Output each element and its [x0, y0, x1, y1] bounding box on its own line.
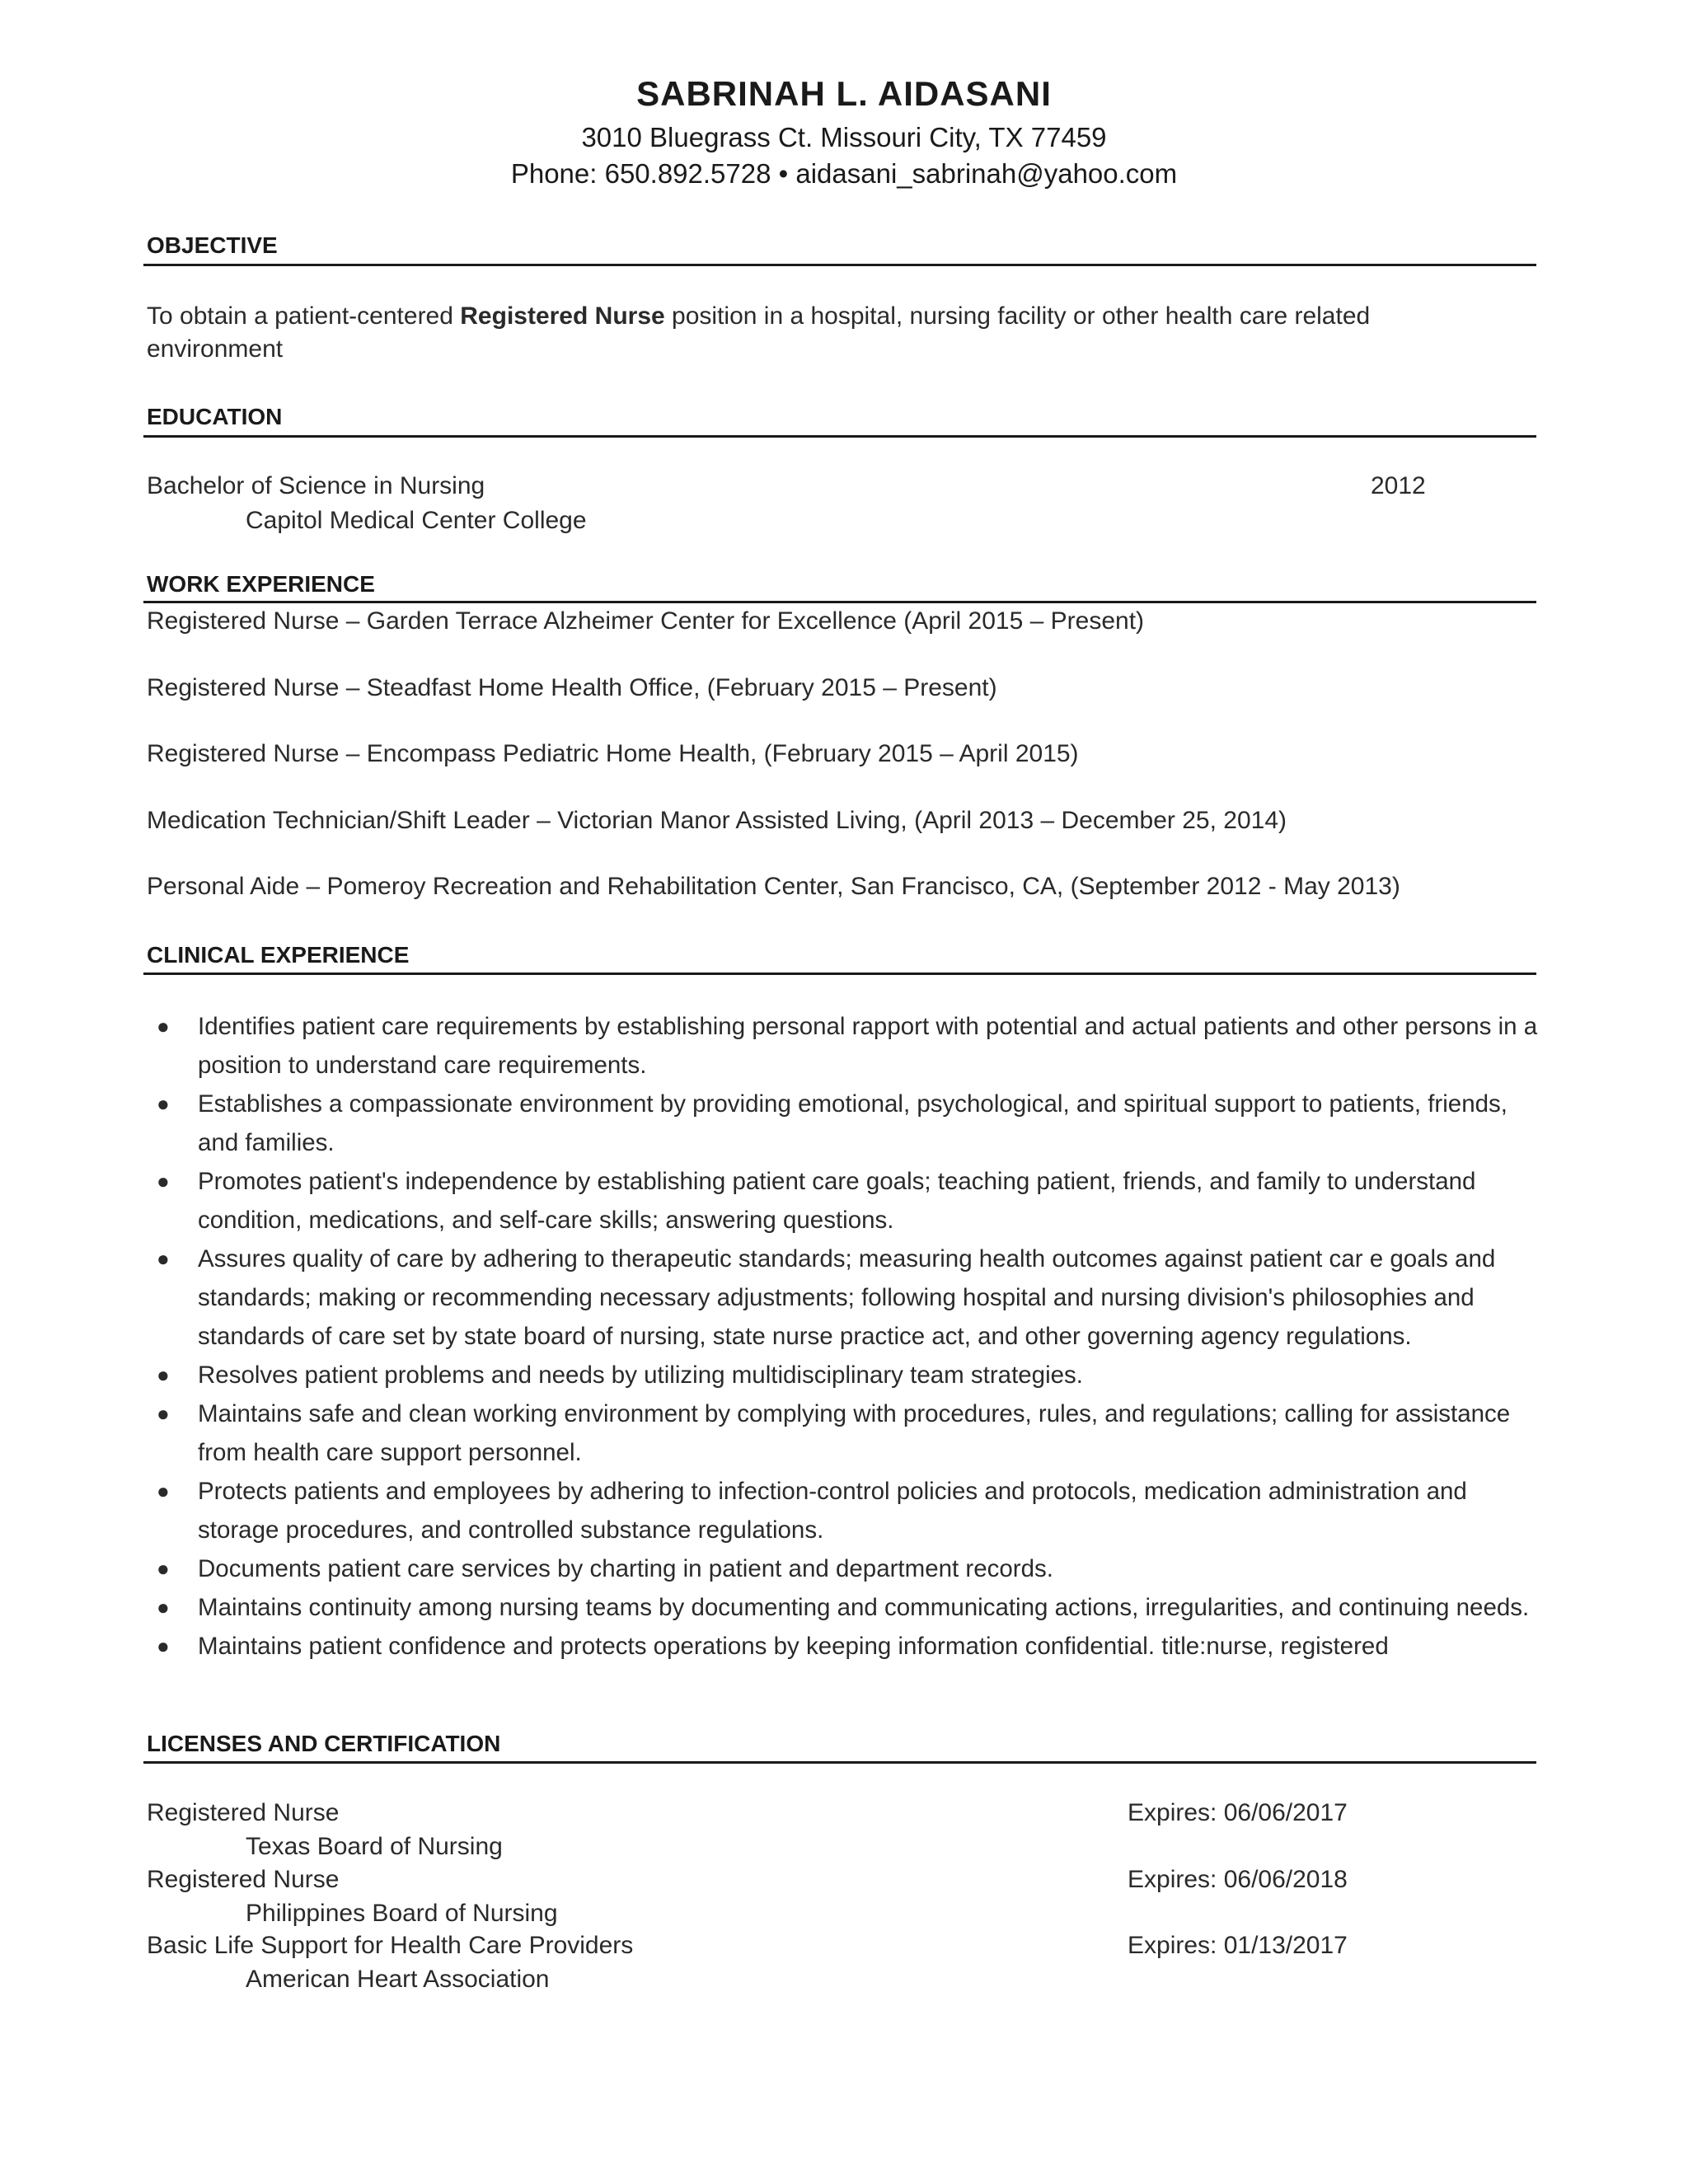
license-expiry: Expires: 01/13/2017 — [1128, 1932, 1348, 1959]
education-heading: EDUCATION — [147, 404, 283, 429]
education-year: 2012 — [1371, 472, 1426, 499]
bullet-text: Resolves patient problems and needs by utilizing multidisciplinary team strategies. — [198, 1361, 1083, 1389]
bullet-text: Maintains continuity among nursing teams by documenting and communicating actions, irregularities, and continuing needs. — [198, 1594, 1530, 1621]
list-item — [147, 1588, 1540, 1627]
list-item — [147, 1085, 1540, 1162]
objective-text-before: To obtain a patient-centered — [147, 302, 461, 330]
work-item: Registered Nurse – Garden Terrace Alzheimer Center for Excellence (April 2015 – Present) — [147, 607, 1145, 635]
contact-line: Phone: 650.892.5728 • aidasani_sabrinah@yahoo.com — [510, 158, 1178, 189]
bullet-text: Maintains safe and clean working environment by complying with procedures, rules, and regulations; calling for assistance from health care support personnel. — [198, 1400, 1511, 1466]
work-divider — [143, 601, 1536, 603]
bullet-icon: ● — [157, 1595, 170, 1619]
clinical-divider — [143, 972, 1536, 975]
bullet-text: Maintains patient confidence and protects operations by keeping information confidential. title:nurse, registered — [198, 1633, 1389, 1660]
bullet-text: Protects patients and employees by adhering to infection-control policies and protocols, medication administration and storage procedures, and controlled substance regulations. — [198, 1478, 1467, 1544]
bullet-text: Identifies patient care requirements by establishing personal rapport with potential and actual patients and other persons in a position to understand care requirements. — [198, 1013, 1538, 1079]
bullet-text: Establishes a compassionate environment by providing emotional, psychological, and spiritual support to patients, friends, and families. — [198, 1090, 1507, 1156]
bullet-icon: ● — [157, 1091, 170, 1116]
objective-text — [147, 302, 1370, 330]
list-item — [147, 1627, 1540, 1666]
bullet-icon: ● — [157, 1169, 170, 1193]
license-issuer: Philippines Board of Nursing — [246, 1900, 558, 1927]
objective-divider — [143, 264, 1536, 266]
license-name: Basic Life Support for Health Care Providers — [147, 1932, 634, 1959]
list-item — [147, 1394, 1540, 1472]
work-heading: WORK EXPERIENCE — [147, 571, 375, 597]
education-degree: Bachelor of Science in Nursing — [147, 472, 485, 499]
bullet-icon: ● — [157, 1479, 170, 1503]
bullet-icon: ● — [157, 1401, 170, 1426]
licenses-heading: LICENSES AND CERTIFICATION — [147, 1731, 501, 1756]
list-item — [147, 1007, 1540, 1085]
candidate-name: SABRINAH L. AIDASANI — [636, 74, 1052, 113]
work-item: Personal Aide – Pomeroy Recreation and Rehabilitation Center, San Francisco, CA, (September 2012 - May 2013) — [147, 873, 1400, 900]
bullet-text: Documents patient care services by charting in patient and department records. — [198, 1555, 1053, 1582]
license-expiry: Expires: 06/06/2017 — [1128, 1799, 1348, 1826]
objective-text-bold: Registered Nurse — [460, 302, 665, 330]
objective-text-after: position in a hospital, nursing facility or other health care related — [664, 302, 1371, 330]
clinical-heading: CLINICAL EXPERIENCE — [147, 942, 410, 968]
work-item: Medication Technician/Shift Leader – Victorian Manor Assisted Living, (April 2013 – December 25, 2014) — [147, 807, 1287, 834]
license-expiry: Expires: 06/06/2018 — [1128, 1866, 1348, 1893]
work-item: Registered Nurse – Encompass Pediatric Home Health, (February 2015 – April 2015) — [147, 740, 1079, 767]
list-item — [147, 1356, 1540, 1394]
license-name: Registered Nurse — [147, 1799, 340, 1826]
bullet-text: Assures quality of care by adhering to therapeutic standards; measuring health outcomes against patient car e goals and standards; making or recommending necessary adjustments; following hospital and nursing division's philosophies and standards of care set by state board of nursing, state nurse practice act, and other governing agency regulations. — [198, 1245, 1496, 1350]
list-item — [147, 1549, 1540, 1588]
bullet-text: Promotes patient's independence by establishing patient care goals; teaching patient, friends, and family to understand condition, medications, and self-care skills; answering questions. — [198, 1168, 1476, 1234]
bullet-icon: ● — [157, 1014, 170, 1038]
list-item — [147, 1162, 1540, 1240]
education-divider — [143, 435, 1536, 438]
bullet-icon: ● — [157, 1556, 170, 1581]
license-issuer: American Heart Association — [246, 1966, 550, 1993]
licenses-divider — [143, 1761, 1536, 1764]
work-item: Registered Nurse – Steadfast Home Health Office, (February 2015 – Present) — [147, 674, 997, 701]
license-issuer: Texas Board of Nursing — [246, 1833, 503, 1860]
objective-text-line2: environment — [147, 335, 284, 363]
education-school: Capitol Medical Center College — [246, 507, 587, 534]
list-item — [147, 1240, 1540, 1356]
license-name: Registered Nurse — [147, 1866, 340, 1893]
clinical-bullet-list — [147, 1007, 1540, 1666]
list-item — [147, 1472, 1540, 1549]
objective-heading: OBJECTIVE — [147, 232, 278, 258]
bullet-icon: ● — [157, 1362, 170, 1387]
bullet-icon: ● — [157, 1633, 170, 1658]
address: 3010 Bluegrass Ct. Missouri City, TX 77459 — [581, 122, 1107, 152]
bullet-icon: ● — [157, 1246, 170, 1271]
